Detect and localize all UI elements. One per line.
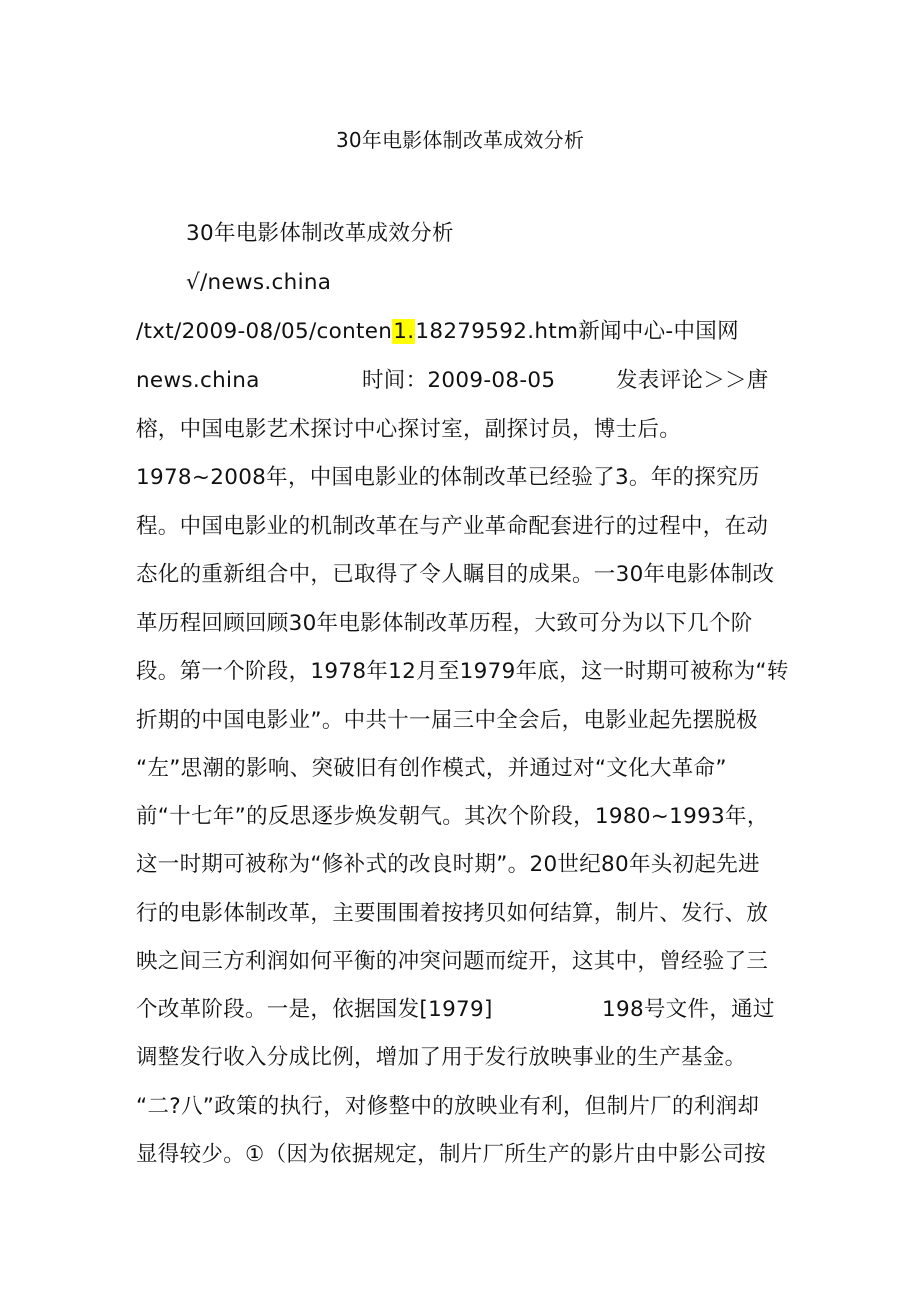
body-line: 榕，中国电影艺术探讨中心探讨室，副探讨员，博士后。 (136, 417, 682, 442)
body-line: 程。中国电影业的机制改革在与产业革命配套进行的过程中，在动 (136, 514, 769, 539)
source-url-line-2 (136, 317, 739, 347)
body-line: 态化的重新组合中，已取得了令人瞩目的成果。一30年电影体制改 (136, 562, 775, 587)
body-line: 调整发行收入分成比例，增加了用于发行放映事业的生产基金。 (136, 1045, 747, 1070)
article-subtitle: 30年电影体制改革成效分析 (186, 221, 454, 246)
source-url-line-1: √∕news.china (186, 270, 332, 295)
body-line: 这一时期可被称为“修补式的改良时期”。20世纪80年头初起先进 (136, 852, 760, 877)
comment-link: 发表评论＞＞唐 (616, 368, 769, 393)
body-line: 映之间三方利润如何平衡的冲突问题而绽开，这其中，曾经验了三 (136, 949, 769, 974)
body-line: “左”思潮的影响、突破旧有创作模式，并通过对“文化大革命” (136, 756, 727, 781)
body-line: 1978~2008年，中国电影业的体制改革已经验了3。年的探究历 (136, 465, 760, 490)
body-line: 前“十七年”的反思逐步焕发朝气。其次个阶段，1980~1993年， (136, 804, 769, 829)
body-line: 段。第一个阶段，1978年12月至1979年底，这一时期可被称为“转 (136, 659, 789, 684)
body-line: 198号文件，通过 (602, 997, 775, 1022)
body-line: 显得较少。①（因为依据规定，制片厂所生产的影片由中影公司按 (136, 1142, 766, 1167)
url-prefix: ∕txt∕2009-08∕05∕conten (136, 319, 393, 344)
publish-time: 时间：2009-08-05 (362, 368, 556, 393)
source-site: news.china (136, 368, 260, 393)
url-suffix: 18279592.htm新闻中心-中国网 (415, 319, 739, 344)
body-line: 革历程回顾回顾30年电影体制改革历程，大致可分为以下几个阶 (136, 611, 753, 636)
body-line: 行的电影体制改革，主要围围着按拷贝如何结算，制片、发行、放 (136, 901, 769, 926)
body-line: 折期的中国电影业”。中共十一届三中全会后，电影业起先摆脱极 (136, 708, 758, 733)
document-title: 30年电影体制改革成效分析 (335, 128, 585, 152)
highlighted-text: 1. (393, 319, 415, 344)
body-line: 个改革阶段。一是，依据国发[1979] (136, 997, 493, 1022)
body-line: “二?八”政策的执行，对修整中的放映业有利，但制片厂的利润却 (136, 1094, 760, 1119)
